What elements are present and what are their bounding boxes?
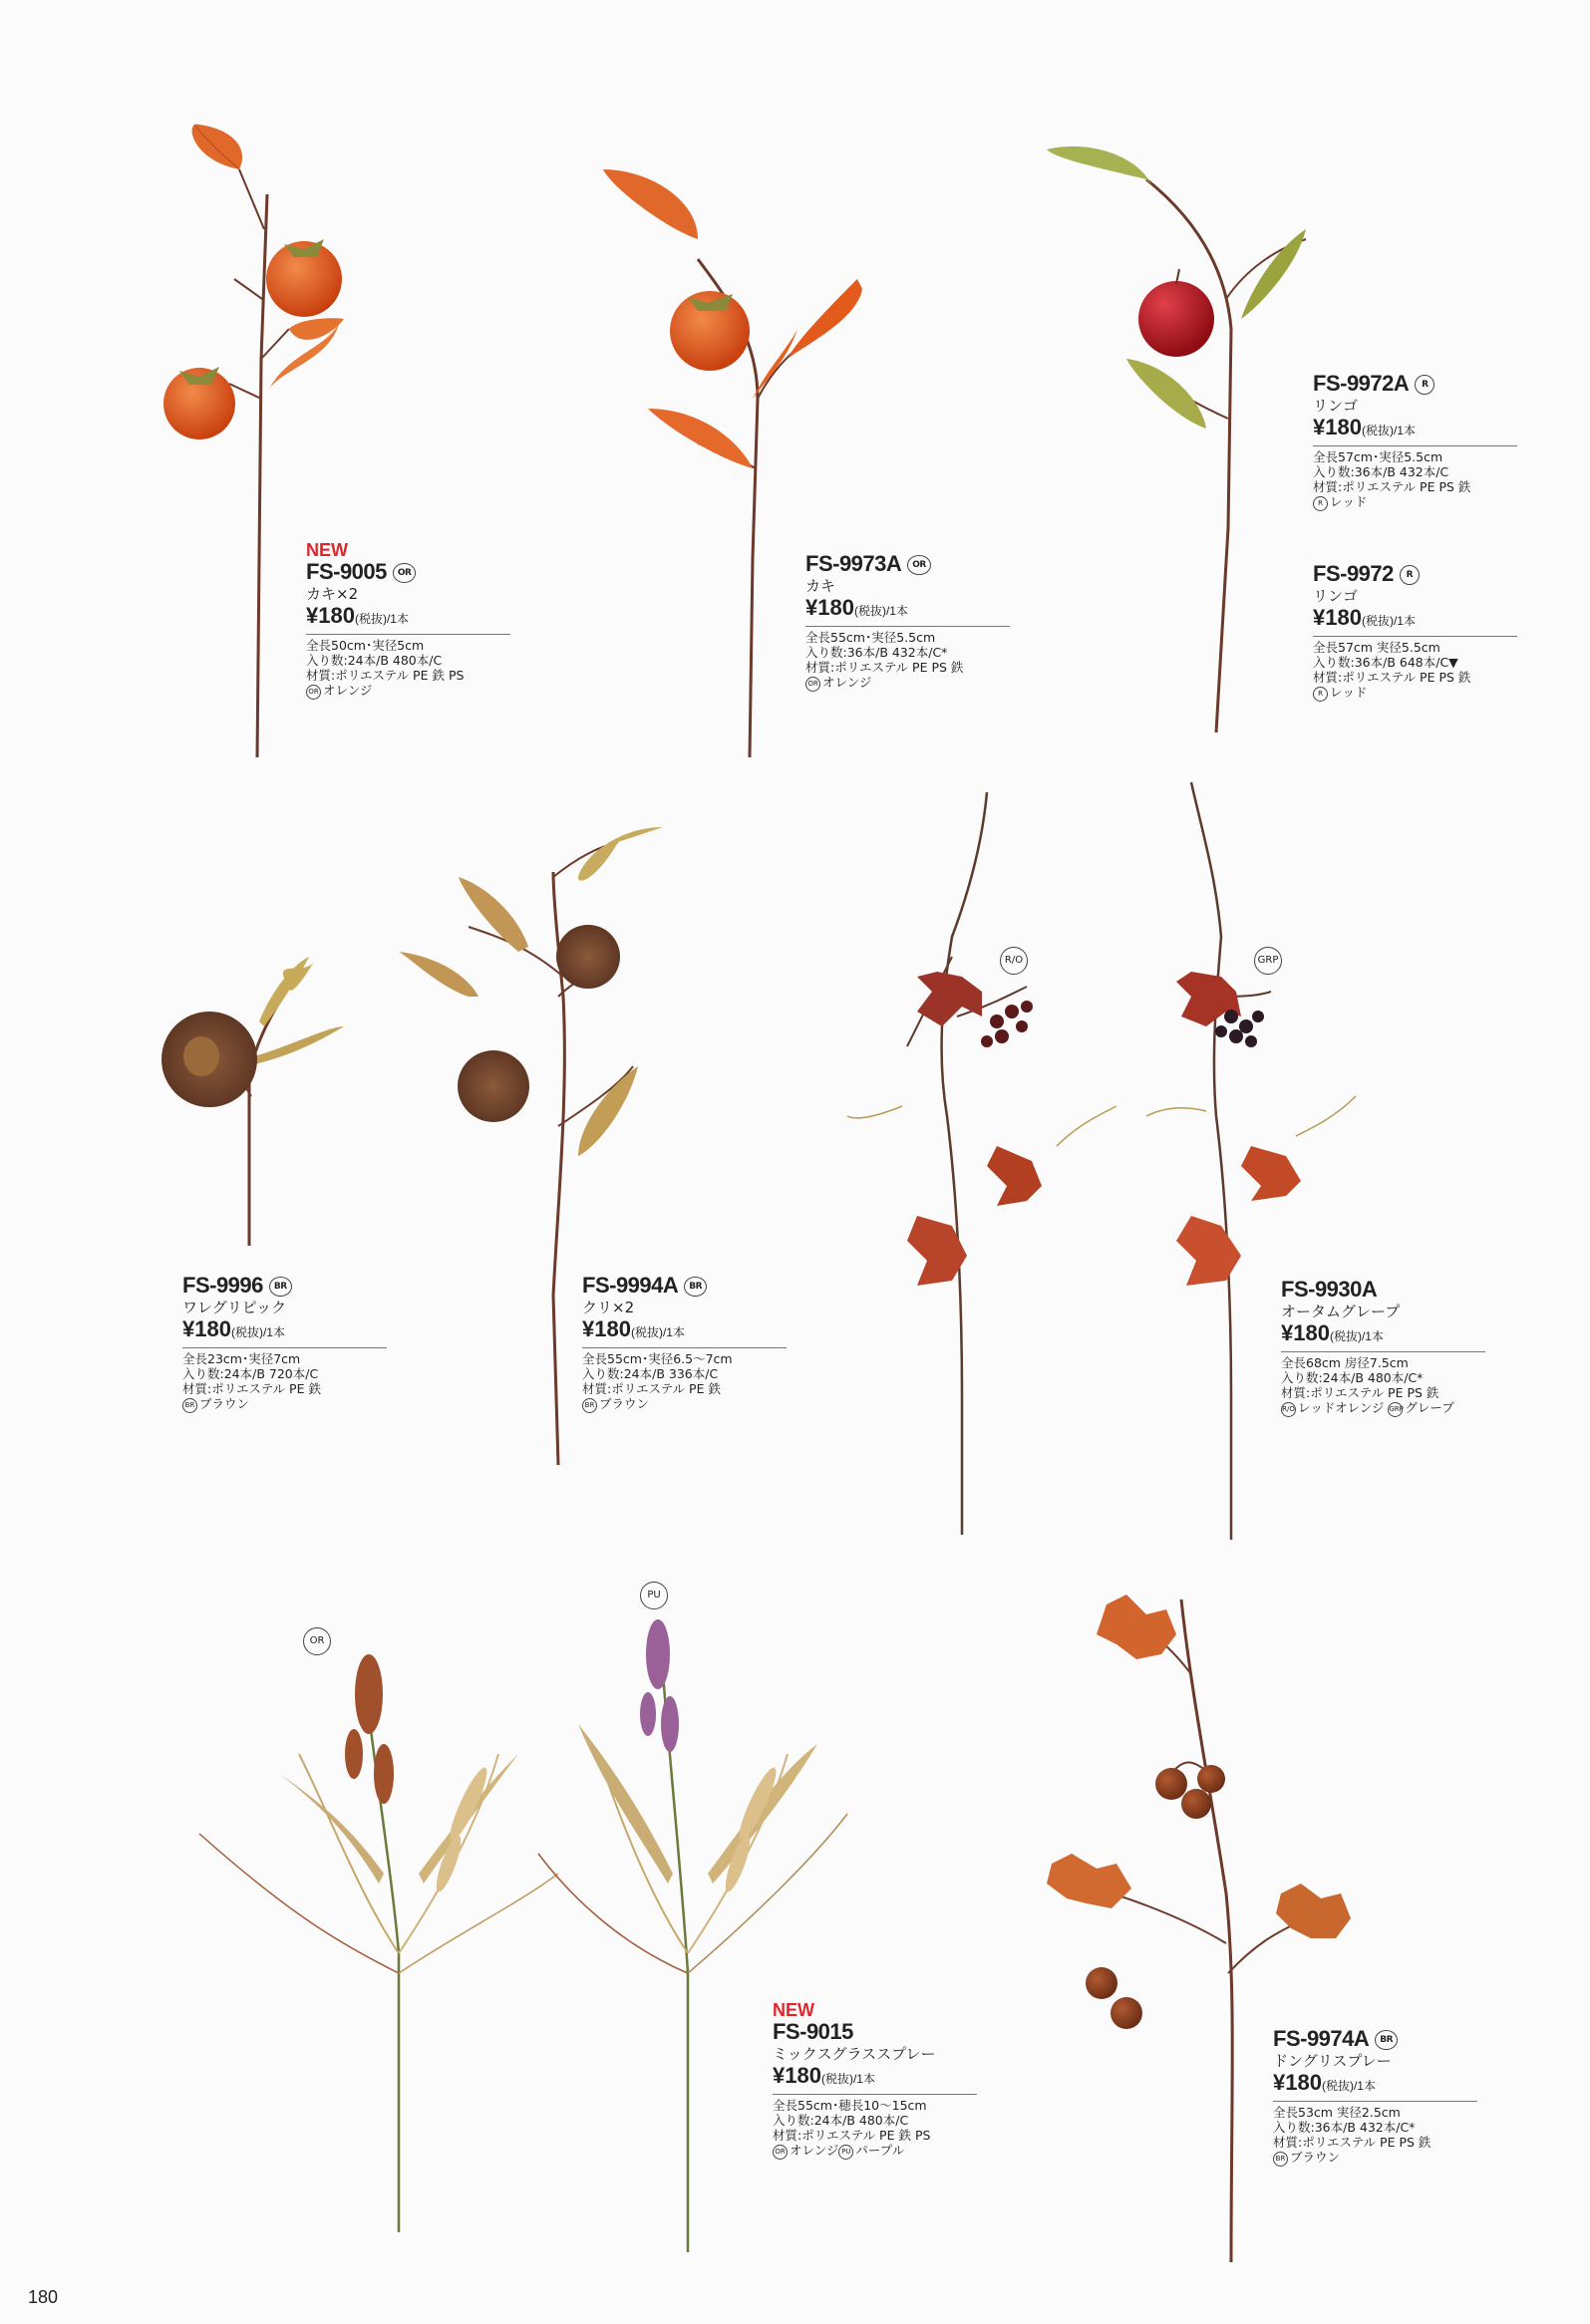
product-fs9015 <box>773 2001 977 2160</box>
color-tag-pu: PU <box>640 1582 668 1609</box>
spec-size: 全長68cm 房径7.5cm <box>1281 1355 1409 1370</box>
color-code: PU <box>838 2145 853 2160</box>
color-code: R <box>1313 496 1328 511</box>
tax-note: (税抜)/1本 <box>630 1325 685 1339</box>
product-code: FS-9972A R <box>1313 371 1517 397</box>
tax-note: (税抜)/1本 <box>820 2072 875 2086</box>
spec-material: 材質:ポリエステル PE 鉄 <box>182 1381 321 1396</box>
photo-fs9015 <box>199 1619 847 2252</box>
color-option: OR オレンジ <box>805 675 1010 692</box>
divider <box>182 1347 387 1348</box>
product-name: カキ <box>805 577 836 595</box>
spec-quantity: 入り数:36本/B 432本/C <box>1313 464 1449 479</box>
color-option: BR ブラウン <box>182 1396 387 1413</box>
color-option: BR ブラウン <box>1273 2150 1477 2167</box>
spec-material: 材質:ポリエステル PE PS 鉄 <box>1313 479 1471 494</box>
color-badge: R <box>1400 565 1420 585</box>
product-name: クリ×2 <box>582 1299 635 1316</box>
color-code: R <box>1313 687 1328 702</box>
product-price: ¥180(税抜)/1本 <box>773 2063 875 2088</box>
color-option: OR オレンジ PU パープル <box>773 2143 977 2160</box>
product-name: オータムグレープ <box>1281 1303 1401 1320</box>
product-price: ¥180(税抜)/1本 <box>182 1316 285 1341</box>
product-code: FS-9994A BR <box>582 1273 787 1299</box>
photo-fs9930a-ro <box>847 792 1116 1535</box>
photo-fs9996 <box>161 957 344 1246</box>
spec-size: 全長55cm･実径6.5〜7cm <box>582 1351 733 1366</box>
divider <box>1313 445 1517 446</box>
color-badge: OR <box>393 563 417 583</box>
color-option: OR オレンジ <box>306 683 510 700</box>
divider <box>773 2094 977 2095</box>
spec-material: 材質:ポリエステル PE PS 鉄 <box>1313 670 1471 685</box>
spec-material: 材質:ポリエステル PE 鉄 PS <box>306 668 465 683</box>
product-name: ミックスグラススプレー <box>773 2045 936 2063</box>
spec-quantity: 入り数:24本/B 480本/C <box>306 653 443 668</box>
product-price: ¥180(税抜)/1本 <box>1313 415 1416 439</box>
spec-quantity: 入り数:36本/B 432本/C* <box>805 645 948 660</box>
product-price: ¥180(税抜)/1本 <box>1313 605 1416 630</box>
product-code: FS-9973A OR <box>805 551 1010 577</box>
product-fs9930a <box>1281 1277 1485 1417</box>
spec-quantity: 入り数:24本/B 480本/C* <box>1281 1370 1424 1385</box>
tax-note: (税抜)/1本 <box>1321 2079 1376 2093</box>
spec-quantity: 入り数:36本/B 648本/C▼ <box>1313 655 1458 670</box>
divider <box>306 634 510 635</box>
color-code: OR <box>306 685 321 700</box>
color-code: OR <box>805 677 820 692</box>
color-code: BR <box>582 1398 597 1413</box>
spec-size: 全長50cm･実径5cm <box>306 638 425 653</box>
product-code: FS-9930A <box>1281 1277 1378 1302</box>
color-code: R/O <box>1281 1402 1296 1417</box>
product-name: ワレグリピック <box>182 1299 287 1316</box>
product-code: FS-9972 R <box>1313 561 1517 587</box>
spec-material: 材質:ポリエステル PE PS 鉄 <box>805 660 964 675</box>
spec-size: 全長57cm 実径5.5cm <box>1313 640 1440 655</box>
spec-quantity: 入り数:24本/B 336本/C <box>582 1366 719 1381</box>
product-fs9972 <box>1313 561 1517 702</box>
spec-quantity: 入り数:24本/B 720本/C <box>182 1366 319 1381</box>
spec-material: 材質:ポリエステル PE 鉄 <box>582 1381 721 1396</box>
color-option: R レッド <box>1313 494 1517 511</box>
spec-quantity: 入り数:36本/B 432本/C* <box>1273 2120 1416 2135</box>
color-option: R/O レッドオレンジ GRPグレープ <box>1282 1400 1454 1415</box>
product-fs9005 <box>306 541 510 700</box>
tax-note: (税抜)/1本 <box>354 612 409 626</box>
color-tag-grp: GRP <box>1254 947 1282 975</box>
page-number: 180 <box>28 2287 59 2307</box>
spec-material: 材質:ポリエステル PE PS 鉄 <box>1273 2135 1431 2150</box>
product-price: ¥180(税抜)/1本 <box>805 595 908 620</box>
product-price: ¥180(税抜)/1本 <box>582 1316 685 1341</box>
product-price: ¥180(税抜)/1本 <box>306 603 409 628</box>
color-badge: R <box>1415 375 1434 395</box>
product-name: カキ×2 <box>306 585 359 603</box>
product-fs9972a <box>1313 371 1517 511</box>
color-option: BR ブラウン <box>582 1396 787 1413</box>
product-code: FS-9974A BR <box>1273 2026 1477 2052</box>
product-name: リンゴ <box>1313 587 1359 605</box>
color-badge: BR <box>684 1277 707 1297</box>
color-badge: BR <box>1375 2030 1398 2050</box>
divider <box>582 1347 787 1348</box>
product-code: FS-9996 BR <box>182 1273 387 1299</box>
product-fs9996 <box>182 1273 387 1413</box>
color-badge: BR <box>269 1277 292 1297</box>
product-price: ¥180(税抜)/1本 <box>1273 2070 1376 2095</box>
new-label: NEW <box>306 540 348 560</box>
spec-material: 材質:ポリエステル PE 鉄 PS <box>773 2128 931 2143</box>
spec-size: 全長53cm 実径2.5cm <box>1273 2105 1401 2120</box>
photo-fs9930a-grp <box>1146 782 1356 1540</box>
color-code: BR <box>182 1398 197 1413</box>
spec-quantity: 入り数:24本/B 480本/C <box>773 2113 909 2128</box>
color-option: R レッド <box>1313 685 1517 702</box>
product-code: FS-9015 <box>773 2019 853 2044</box>
product-fs9973a <box>805 551 1010 692</box>
tax-note: (税抜)/1本 <box>1329 1329 1384 1343</box>
product-name: ドングリスプレー <box>1273 2052 1392 2070</box>
product-name: リンゴ <box>1313 397 1359 415</box>
spec-size: 全長23cm･実径7cm <box>182 1351 301 1366</box>
color-code: GRP <box>1388 1402 1403 1417</box>
tax-note: (税抜)/1本 <box>1361 614 1416 628</box>
divider <box>1273 2101 1477 2102</box>
product-code: FS-9005 OR <box>306 559 510 585</box>
product-price: ¥180(税抜)/1本 <box>1281 1320 1384 1345</box>
color-badge: OR <box>907 555 931 575</box>
divider <box>805 626 1010 627</box>
product-fs9994a <box>582 1273 787 1413</box>
new-label: NEW <box>773 2000 814 2020</box>
tax-note: (税抜)/1本 <box>853 604 908 618</box>
color-tag-or: OR <box>303 1627 331 1655</box>
divider <box>1281 1351 1485 1352</box>
tax-note: (税抜)/1本 <box>230 1325 285 1339</box>
spec-size: 全長55cm･実径5.5cm <box>805 630 936 645</box>
tax-note: (税抜)/1本 <box>1361 424 1416 437</box>
spec-material: 材質:ポリエステル PE PS 鉄 <box>1281 1385 1439 1400</box>
spec-size: 全長55cm･穂長10〜15cm <box>773 2098 927 2113</box>
divider <box>1313 636 1517 637</box>
color-code: BR <box>1273 2152 1288 2167</box>
color-tag-ro: R/O <box>1000 947 1028 975</box>
product-fs9974a <box>1273 2026 1477 2167</box>
photo-fs9972a <box>1047 146 1306 732</box>
color-code: OR <box>773 2145 788 2160</box>
spec-size: 全長57cm･実径5.5cm <box>1313 449 1443 464</box>
